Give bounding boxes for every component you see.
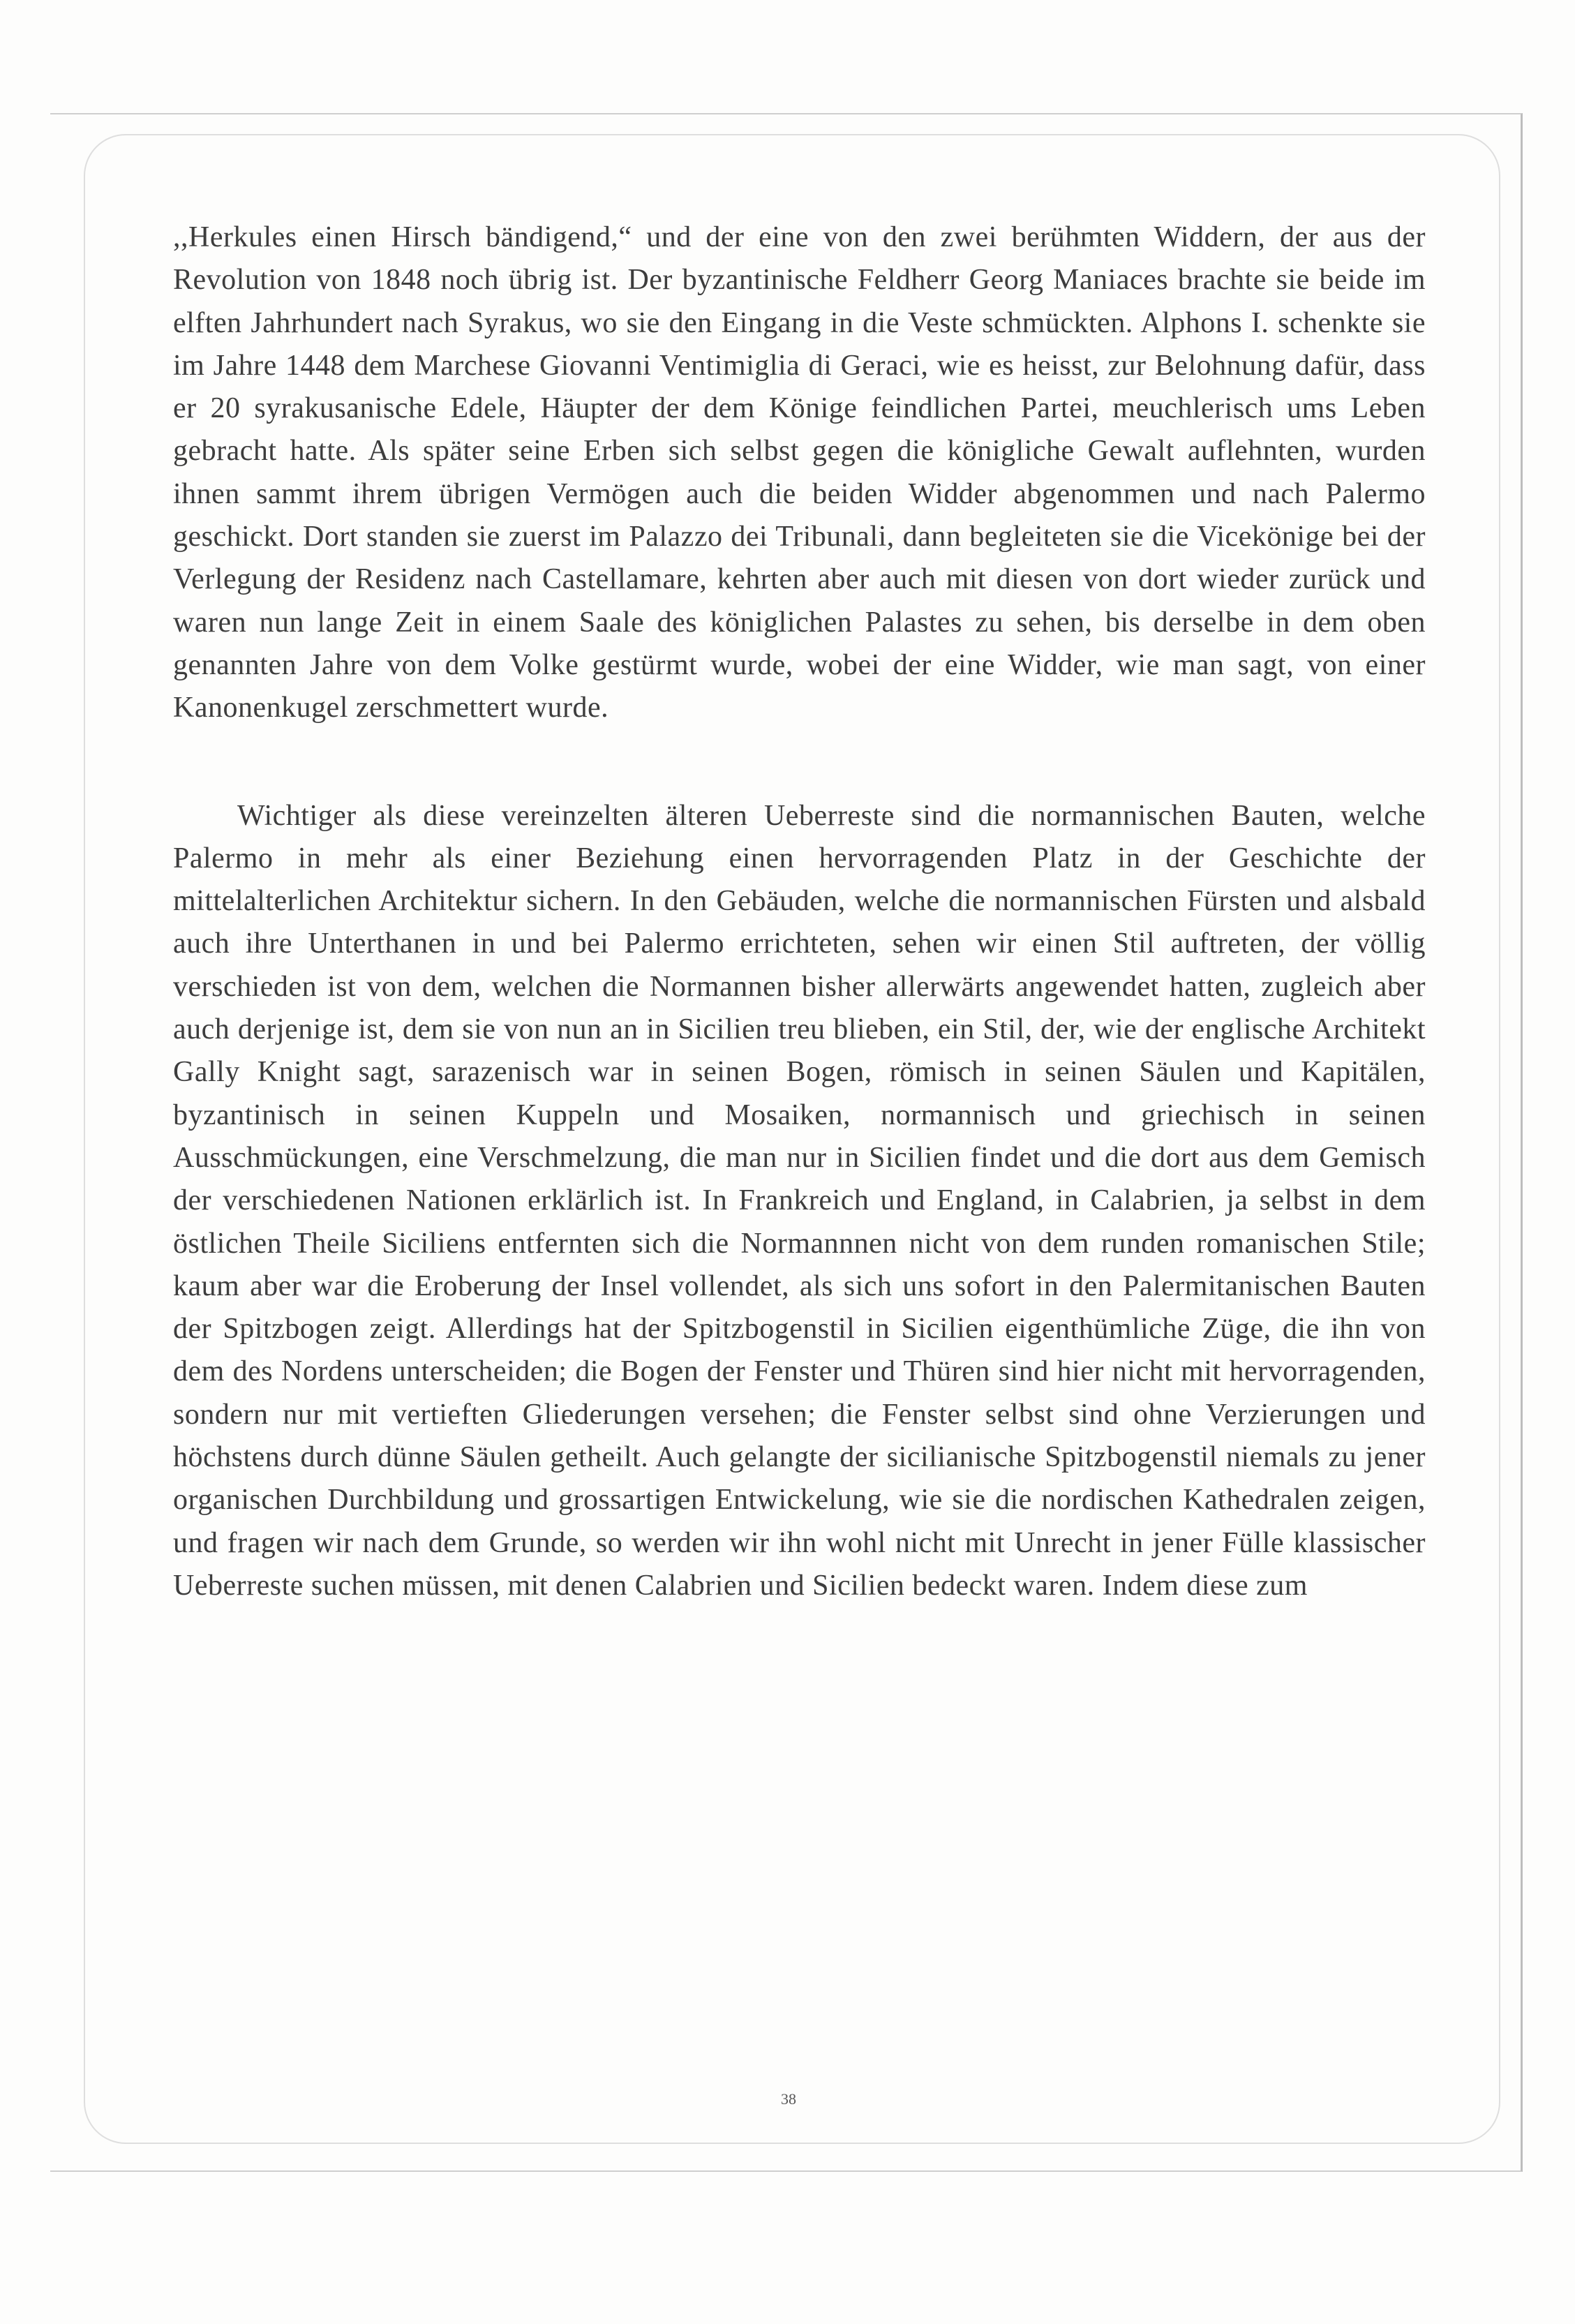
- body-text: [173, 216, 1426, 1607]
- paragraph-spacer: [173, 730, 1426, 795]
- page-number: 38: [781, 2090, 796, 2108]
- paragraph-1: ,,Herkules einen Hirsch bändigend,“ und der eine von den zwei berühmten Widdern, der aus der Revolution von 1848 noch übrig ist. Der byzantinische Feldherr Georg Maniaces brachte sie beide im elften Jahrhundert nach Syrakus, wo sie den Eingang in die Veste schmückten. Alphons I. schenkte sie im Jahre 1448 dem Marchese Giovanni Ventimiglia di Geraci, wie es heisst, zur Belohnung dafür, dass er 20 syrakusanische Edele, Häupter der dem Könige feindlichen Partei, meuchlerisch ums Leben gebracht hatte. Als später seine Erben sich selbst gegen die königliche Gewalt auflehnten, wurden ihnen sammt ihrem übrigen Vermögen auch die beiden Widder abgenommen und nach Palermo geschickt. Dort standen sie zuerst im Palazzo dei Tribunali, dann begleiteten sie die Vicekönige bei der Verlegung der Residenz nach Castellamare, kehrten aber auch mit diesen von dort wieder zurück und waren nun lange Zeit in einem Saale des königlichen Palastes zu sehen, bis derselbe in dem oben genannten Jahre von dem Volke gestürmt wurde, wobei der eine Widder, wie man sagt, von einer Kanonenkugel zerschmettert wurde.: [173, 221, 1426, 724]
- paragraph-2: Wichtiger als diese vereinzelten älteren Ueberreste sind die normannischen Bauten, welche Palermo in mehr als einer Beziehung einen hervorragenden Platz in der Geschichte der mittelalterlichen Architektur sichern. In den Gebäuden, welche die normannischen Fürsten und alsbald auch ihre Unterthanen in und bei Palermo errichteten, sehen wir einen Stil auftreten, der völlig verschieden ist von dem, welchen die Normannen bisher allerwärts angewendet hatten, zugleich aber auch derjenige ist, dem sie von nun an in Sicilien treu blieben, ein Stil, der, wie der englische Architekt Gally Knight sagt, sarazenisch war in seinen Bogen, römisch in seinen Säulen und Kapitälen, byzantinisch in seinen Kuppeln und Mosaiken, normannisch und griechisch in seinen Ausschmückungen, eine Verschmelzung, die man nur in Sicilien findet und die dort aus dem Gemisch der verschiedenen Nationen erklärlich ist. In Frankreich und England, in Calabrien, ja selbst in dem östlichen Theile Siciliens entfernten sich die Normannnen nicht von dem runden romanischen Stile; kaum aber war die Eroberung der Insel vollendet, als sich uns sofort in den Palermitanischen Bauten der Spitzbogen zeigt. Allerdings hat der Spitzbogenstil in Sicilien eigenthümliche Züge, die ihn von dem des Nordens unterscheiden; die Bogen der Fenster und Thüren sind hier nicht mit hervorragenden, sondern nur mit vertieften Gliederungen versehen; die Fenster selbst sind ohne Verzierungen und höchstens durch dünne Säulen getheilt. Auch gelangte der sicilianische Spitzbogenstil niemals zu jener organischen Durchbildung und grossartigen Entwickelung, wie sie die nordischen Kathedralen zeigen, und fragen wir nach dem Grunde, so werden wir ihn wohl nicht mit Unrecht in jener Fülle klassischer Ueberreste suchen müssen, mit denen Calabrien und Sicilien bedeckt waren. Indem diese zum: [173, 799, 1426, 1602]
